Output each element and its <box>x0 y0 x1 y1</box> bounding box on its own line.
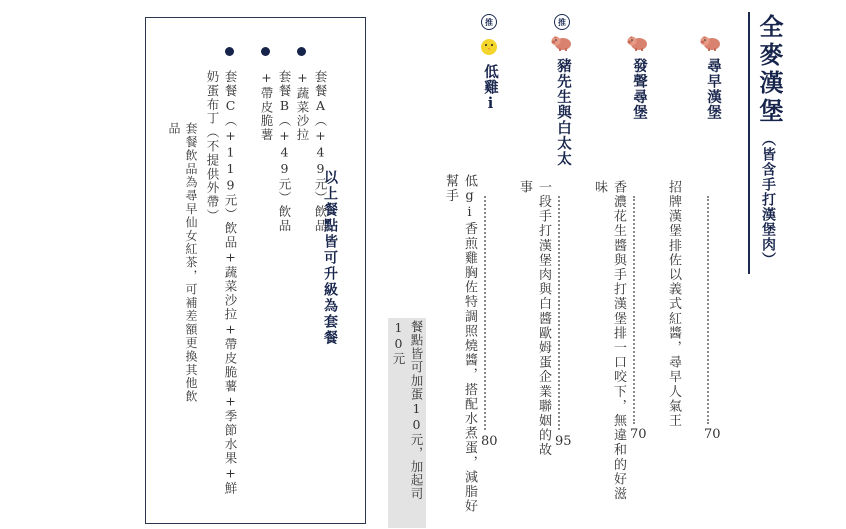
chick-icon <box>478 36 500 56</box>
recommend-badge: 推 <box>481 14 497 30</box>
combo-heading: 以上餐點皆可升級為套餐 <box>322 170 338 346</box>
recommend-badge: 推 <box>554 14 570 30</box>
price-leader <box>707 196 709 424</box>
item-price: 70 <box>704 427 721 442</box>
item-description: 招牌漢堡排佐以義式紅醬，尋早人氣王 <box>666 180 681 429</box>
combo-option: 套餐C（+119元）飲品+蔬菜沙拉+帶皮脆薯+季節水果+鮮奶蛋布丁（不提供外帶） <box>205 70 238 496</box>
item-description: 香濃花生醬與手打漢堡排一口咬下，無違和的好滋味 <box>592 180 626 502</box>
price-leader <box>484 196 486 430</box>
pig-icon <box>700 32 722 52</box>
item-name: 豬先生與白太太 <box>555 58 572 167</box>
item-description: 一段手打漢堡肉與白醬歐姆蛋企業聯姻的故事 <box>517 180 551 458</box>
item-price: 95 <box>555 434 572 449</box>
pig-icon <box>551 32 573 52</box>
item-name: 尋早漢堡 <box>705 58 722 120</box>
combo-option: 套餐B（+49元）飲品+帶皮脆薯 <box>259 70 292 233</box>
drink-note: 套餐飲品為尋早仙女紅茶，可補差額更換其他飲品 <box>167 122 198 404</box>
menu-title: 全麥漢堡 <box>755 14 784 126</box>
menu-subtitle: （皆含手打漢堡肉） <box>760 132 776 267</box>
add-on-note: 餐點皆可加蛋10元，加起司10元 <box>388 318 426 528</box>
item-price: 80 <box>481 434 498 449</box>
bullet-icon <box>225 47 234 56</box>
title-divider <box>748 12 750 274</box>
bullet-icon <box>297 47 306 56</box>
item-name: 低雞i <box>482 64 499 113</box>
price-leader <box>558 196 560 430</box>
price-leader <box>633 196 635 424</box>
item-description: 低gi香煎雞胸佐特調照燒醬，搭配水煮蛋，減脂好幫手 <box>443 174 477 514</box>
item-price: 70 <box>630 427 647 442</box>
pig-icon <box>627 32 649 52</box>
bullet-icon <box>261 47 270 56</box>
combo-option: 套餐A（+49元）飲品+蔬菜沙拉 <box>295 70 328 233</box>
item-name: 發聲尋堡 <box>631 58 648 120</box>
